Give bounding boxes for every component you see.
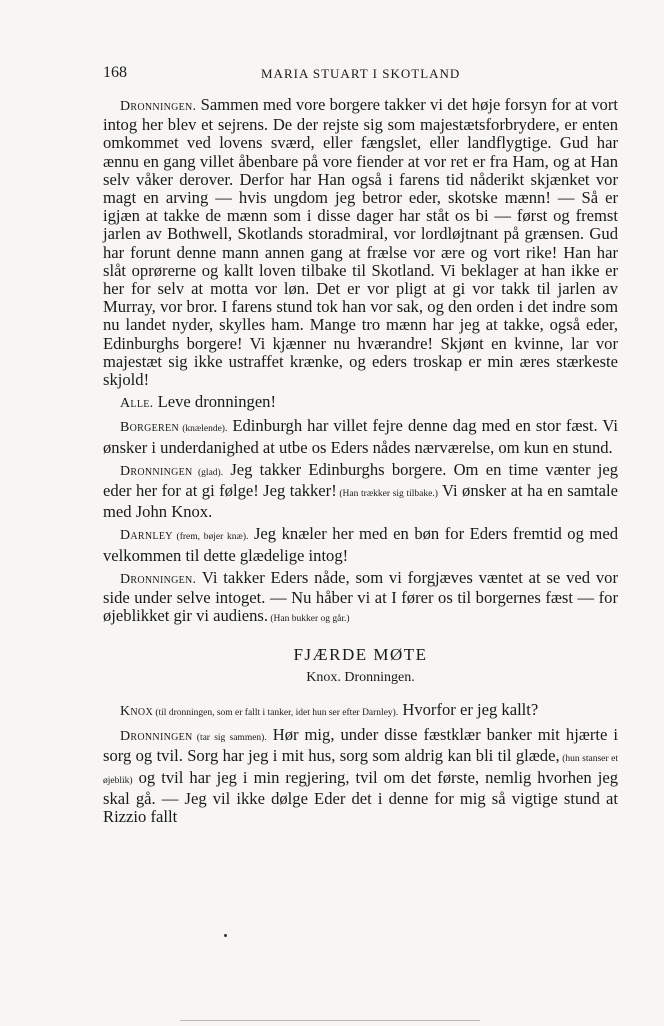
speech-text: Hør mig, under disse fæstklær banker mit hjærte i sorg og tvil. Sorg har jeg i mit hus, sorg som aldrig kan bli til glæde,	[103, 725, 618, 766]
speech-text: og tvil har jeg i min regjering, tvil om det første, nemlig hvorhen jeg skal gå. — Jeg vil ikke dølge Eder det i denne for mig så vigtige stund at Rizzio fallt	[103, 767, 618, 826]
speech-paragraph	[103, 726, 618, 826]
speech-text: Vi ønsker at ha en samtale med John Knox.	[103, 481, 618, 522]
speaker-name: Alle.	[120, 396, 154, 412]
stage-direction: (frem, bøjer knæ).	[172, 532, 249, 543]
ink-speck	[224, 934, 227, 937]
speech-text: Sammen med vore borgere takker vi det høje forsyn for at vort intog her blev et sejrens. De der rejste sig som majestætsforbrydere, er enten omkommet ved lovens sværd, eller fængslet, eller landflygtige. Gud har ænnu en gang villet åbenbare på vore fiender at vor ret er fra Ham, og at Han selv våker derover. Derfor har Han også i farens tid nåderikt skjænket vor magt en arving — hvis ungdom jeg betror eder, skotske mænn! — Så er igjæn at takke de mænn som i disse dager har ståt os bi — først og fremst jarlen av Bothwell, Skotlands storadmiral, vor lordløjtnant på grænsen. Gud har forunt denne mann annen gang at frælse vor ære og vort rike! Han har slåt oprørerne og kallt loven tilbake til Skotland. Vi beklager at han ikke er her for selv at motta vor løn. Det er vor pligt at gi vor takk til jarlen av Murray, vor bror. I farens stund tok han vor sak, og den orden i det indre som nu landet nyder, skylles ham. Mange tro mænn har jeg at takke, også eder, Edinburghs borgere! Vi kjænner nu hværandre! Skjønt en kvinne, lar vor majestæt sig ikke ustraffet krænke, og eders troskap er min æres stærkeste skjold!	[103, 95, 618, 390]
speech-paragraph	[103, 525, 618, 564]
page-number: 168	[103, 64, 127, 81]
speaker-name: Knox	[120, 703, 153, 719]
stage-direction: (knælende).	[178, 424, 228, 435]
speech-text: Jeg takker Edinburghs borgere. Om en time vænter jeg eder her for at gi følge! Jeg takker!	[103, 459, 618, 501]
speaker-name: Dronningen.	[120, 99, 197, 114]
stage-direction: (tar sig sammen).	[192, 733, 267, 744]
speech-paragraph	[103, 461, 618, 522]
speaker-name: Dronningen.	[120, 571, 197, 587]
speaker-name: Borgeren	[120, 420, 179, 436]
scene-characters: Knox. Dronningen.	[306, 669, 415, 685]
speech-text: Vi takker Eders nåde, som vi forgjæves væntet at se ved vor side under selve intoget. — Nu håber vi at I fører os til borgernes fæst — for øjeblikket gir vi audiens.	[103, 567, 618, 626]
stage-direction: (hun stanser et øjeblik)	[103, 754, 618, 786]
stage-direction: (til dronningen, som er fallt i tanker, idet hun ser efter Darnley).	[152, 707, 399, 718]
stage-direction: (Han trækker sig tilbake.)	[336, 489, 438, 500]
speech-text: Hvorfor er jeg kallt?	[398, 699, 539, 719]
speech-paragraph	[103, 96, 618, 389]
page-header	[103, 64, 618, 86]
scene-heading: FJÆRDE MØTE	[293, 645, 428, 665]
running-title: MARIA STUART I SKOTLAND	[261, 66, 461, 81]
speech-paragraph	[103, 393, 618, 413]
speech-paragraph	[103, 569, 618, 629]
page-edge-line	[180, 1020, 480, 1021]
speaker-name: Dronningen	[120, 463, 193, 479]
speech-paragraph	[103, 701, 618, 722]
speaker-name: Dronningen	[120, 729, 193, 745]
speech-text: Jeg knæler her med en bøn for Eders fremtid og med velkommen til dette glædelige intog!	[103, 524, 619, 565]
speech-text: Edinburgh har villet fejre denne dag med en stor fæst. Vi ønsker i underdanighed at utbe os Eders nådes nærværelse, om kun en stund.	[103, 416, 618, 457]
speech-text: Leve dronningen!	[153, 392, 277, 412]
speaker-name: Darnley	[120, 528, 173, 544]
page-body	[103, 96, 618, 830]
stage-direction: (Han bukker og går.)	[267, 614, 350, 625]
speech-paragraph	[103, 417, 618, 456]
stage-direction: (glad).	[192, 467, 224, 478]
